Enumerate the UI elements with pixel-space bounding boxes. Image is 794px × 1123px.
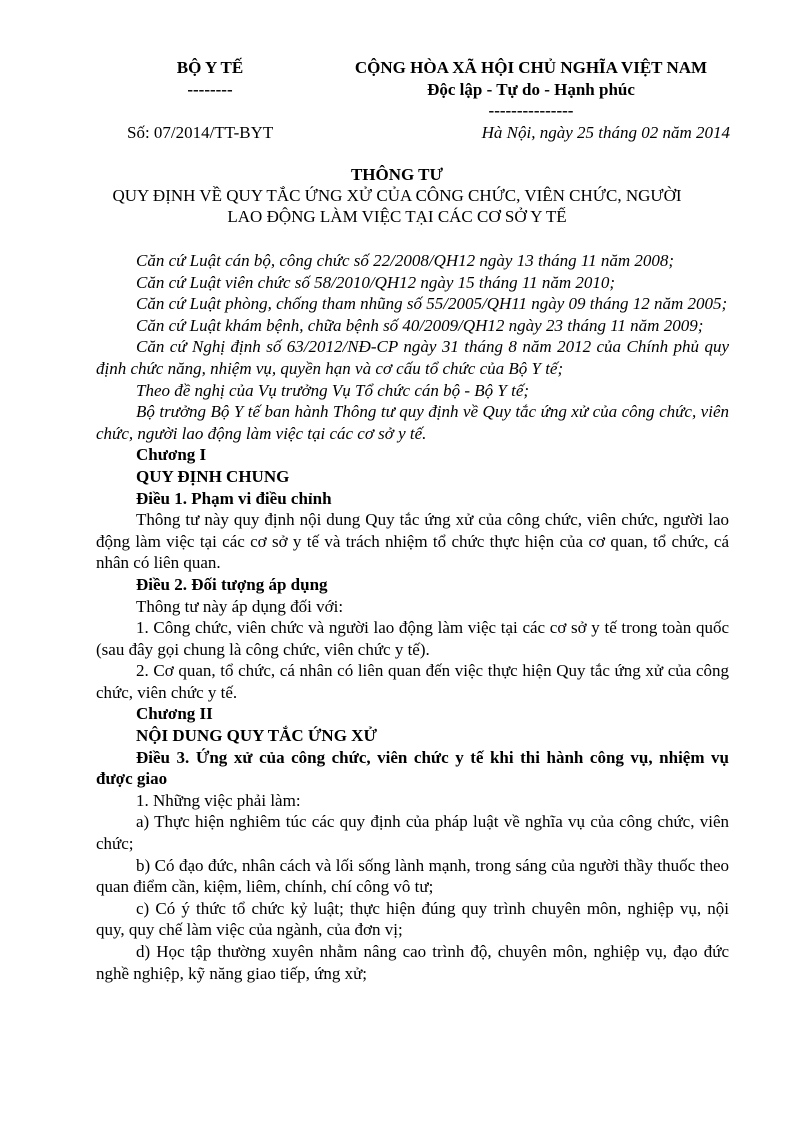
document-body xyxy=(96,250,729,984)
article-paragraph: d) Học tập thường xuyên nhằm nâng cao trình độ, chuyên môn, nghiệp vụ, đạo đức nghề nghiệp, kỹ năng giao tiếp, ứng xử; xyxy=(96,942,729,983)
article-title: Điều 3. Ứng xử của công chức, viên chức y tế khi thi hành công vụ, nhiệm vụ được giao xyxy=(96,747,729,789)
preamble-item: Căn cứ Luật phòng, chống tham nhũng số 55/2005/QH11 ngày 09 tháng 12 năm 2005; xyxy=(136,294,728,314)
chapter-label: Chương II xyxy=(136,704,213,724)
article-paragraph: Thông tư này quy định nội dung Quy tắc ứng xử của công chức, viên chức, người lao động làm việc tại các cơ sở y tế và trách nhiệm tổ chức thực hiện của cơ quan, tổ chức, cá nhân có liên quan. xyxy=(96,510,729,573)
preamble-item: Theo đề nghị của Vụ trưởng Vụ Tổ chức cán bộ - Bộ Y tế; xyxy=(136,380,530,400)
left-divider: -------- xyxy=(187,80,233,99)
chapter-title: NỘI DUNG QUY TẮC ỨNG XỬ xyxy=(136,726,377,746)
document-title-line2: LAO ĐỘNG LÀM VIỆC TẠI CÁC CƠ SỞ Y TẾ xyxy=(227,207,567,226)
national-motto: Độc lập - Tự do - Hạnh phúc xyxy=(427,80,635,99)
document-number: Số: 07/2014/TT-BYT xyxy=(127,123,274,142)
preamble-item: Căn cứ Luật viên chức số 58/2010/QH12 ngày 15 tháng 11 năm 2010; xyxy=(136,272,616,292)
article-paragraph: 1. Công chức, viên chức và người lao động làm việc tại các cơ sở y tế trong toàn quốc (sau đây gọi chung là công chức, viên chức y tế). xyxy=(96,618,729,659)
preamble-item: Căn cứ Luật cán bộ, công chức số 22/2008/QH12 ngày 13 tháng 11 năm 2008; xyxy=(136,251,675,270)
document-title-line1: QUY ĐỊNH VỀ QUY TẮC ỨNG XỬ CỦA CÔNG CHỨC, VIÊN CHỨC, NGƯỜI xyxy=(112,186,682,205)
article-paragraph: b) Có đạo đức, nhân cách và lối sống lành mạnh, trong sáng của người thầy thuốc theo quan điểm cần, kiệm, liêm, chính, chí công vô tư; xyxy=(96,855,729,897)
article-paragraph: 1. Những việc phải làm: xyxy=(136,790,301,810)
document-type: THÔNG TƯ xyxy=(350,165,444,184)
article-paragraph: 2. Cơ quan, tổ chức, cá nhân có liên quan đến việc thực hiện Quy tắc ứng xử của công chức, viên chức y tế. xyxy=(96,661,729,702)
article-paragraph: a) Thực hiện nghiêm túc các quy định của pháp luật về nghĩa vụ của công chức, viên chức; xyxy=(96,812,729,854)
right-divider: --------------- xyxy=(488,101,574,120)
article-paragraph: Thông tư này áp dụng đối với: xyxy=(136,596,344,616)
chapter-label: Chương I xyxy=(136,445,207,465)
preamble-item: Căn cứ Luật khám bệnh, chữa bệnh số 40/2009/QH12 ngày 23 tháng 11 năm 2009; xyxy=(136,315,704,335)
article-title: Điều 1. Phạm vi điều chỉnh xyxy=(136,488,332,508)
preamble-item: Bộ trưởng Bộ Y tế ban hành Thông tư quy định về Quy tắc ứng xử của công chức, viên chức, người lao động làm việc tại các cơ sở y tế. xyxy=(96,402,729,443)
republic-name: CỘNG HÒA XÃ HỘI CHỦ NGHĨA VIỆT NAM xyxy=(354,58,708,77)
article-paragraph: c) Có ý thức tổ chức kỷ luật; thực hiện đúng quy trình chuyên môn, nghiệp vụ, nội quy, quy chế làm việc của ngành, của đơn vị; xyxy=(96,898,729,940)
place-date: Hà Nội, ngày 25 tháng 02 năm 2014 xyxy=(481,123,730,142)
preamble-item: Căn cứ Nghị định số 63/2012/NĐ-CP ngày 31 tháng 8 năm 2012 của Chính phủ quy định chức năng, nhiệm vụ, quyền hạn và cơ cấu tổ chức của Bộ Y tế; xyxy=(96,337,729,378)
article-title: Điều 2. Đối tượng áp dụng xyxy=(136,574,328,594)
chapter-title: QUY ĐỊNH CHUNG xyxy=(136,466,290,486)
ministry-name: BỘ Y TẾ xyxy=(176,58,244,77)
